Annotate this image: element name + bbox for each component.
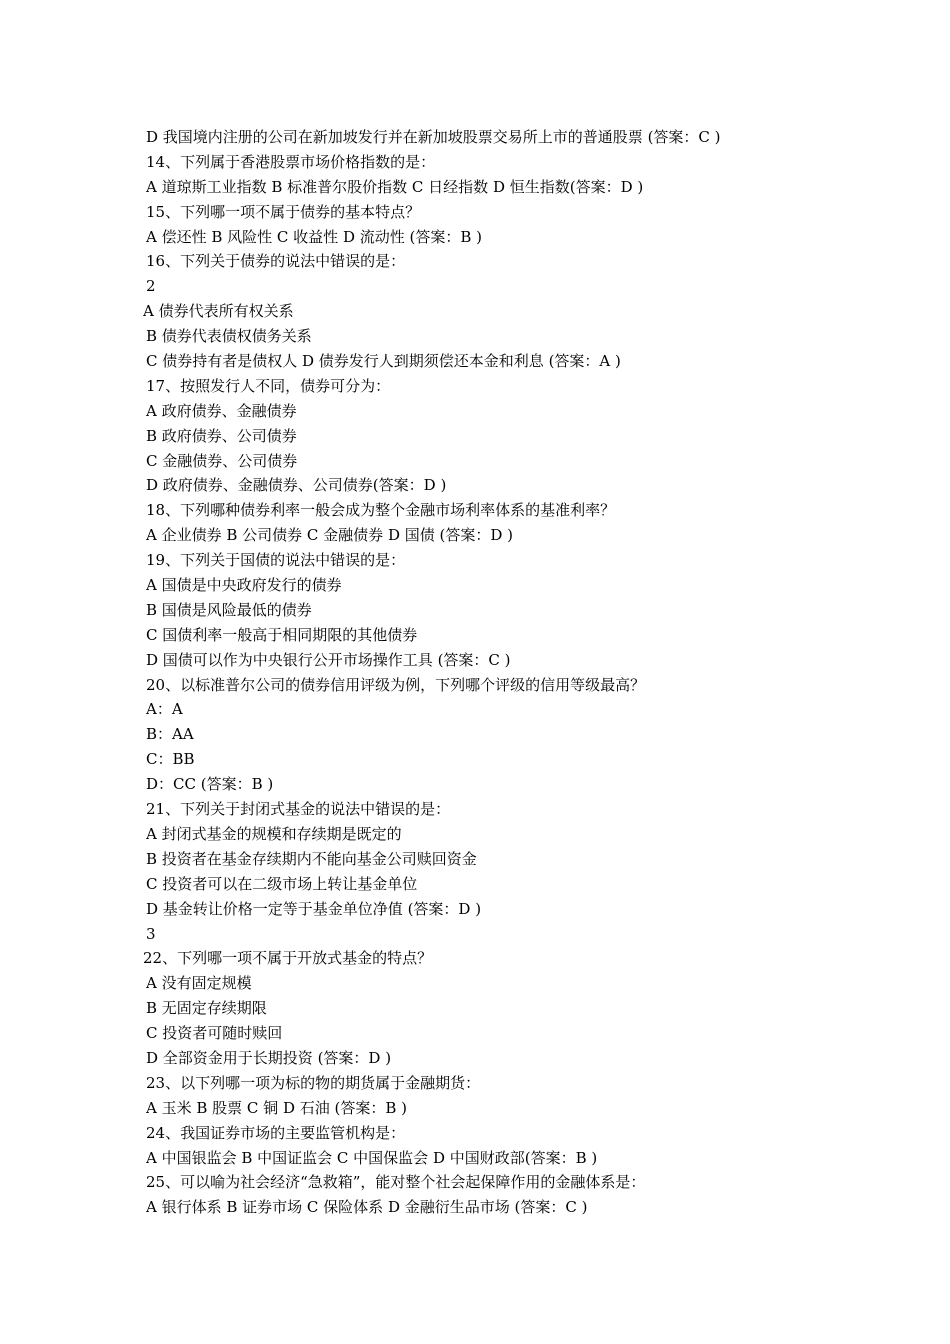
question-line: 20、以标准普尔公司的债券信用评级为例，下列哪个评级的信用等级最高？ (146, 675, 646, 694)
text-line: A 封闭式基金的规模和存续期是既定的 (146, 824, 402, 843)
text-line: D 基金转让价格一定等于基金单位净值 (答案：D ) (146, 899, 482, 918)
text-line: A 政府债券、金融债券 (146, 401, 297, 420)
text-line: C 债券持有者是债权人 D 债券发行人到期须偿还本金和利息 (答案：A ) (146, 352, 621, 371)
page-number: 3 (146, 924, 156, 943)
question-line: 16、下列关于债券的说法中错误的是： (146, 252, 406, 271)
question-line: 21、下列关于封闭式基金的说法中错误的是： (146, 800, 451, 819)
text-line: A 债券代表所有权关系 (143, 302, 294, 321)
text-line: D 我国境内注册的公司在新加坡发行并在新加坡股票交易所上市的普通股票 (答案：C ) (146, 128, 721, 146)
text-line: A 银行体系 B 证券市场 C 保险体系 D 金融衍生品市场 (答案：C ) (146, 1198, 588, 1217)
question-line: 18、下列哪种债券利率一般会成为整个金融市场利率体系的基准利率？ (146, 501, 616, 520)
text-line: B 政府债券、公司债券 (146, 426, 297, 445)
question-line: 23、以下列哪一项为标的物的期货属于金融期货： (146, 1073, 481, 1092)
text-line: B 国债是风险最低的债券 (146, 600, 312, 619)
text-line: C：BB (146, 750, 195, 769)
text-line: A 玉米 B 股票 C 铜 D 石油 (答案：B ) (146, 1098, 407, 1117)
text-line: A 没有固定规模 (146, 974, 252, 993)
text-line: A 中国银监会 B 中国证监会 C 中国保监会 D 中国财政部(答案：B ) (146, 1148, 598, 1167)
text-line: D 政府债券、金融债券、公司债券(答案：D ) (146, 476, 447, 495)
question-line: 17、按照发行人不同，债券可分为： (146, 376, 391, 395)
text-line: B：AA (146, 725, 194, 744)
text-line: D 全部资金用于长期投资 (答案：D ) (146, 1048, 392, 1067)
text-line: A 国债是中央政府发行的债券 (146, 576, 342, 595)
text-line: C 国债利率一般高于相同期限的其他债券 (146, 625, 418, 644)
question-line: 19、下列关于国债的说法中错误的是： (146, 551, 406, 570)
text-line: B 无固定存续期限 (146, 999, 267, 1018)
text-line: D 国债可以作为中央银行公开市场操作工具 (答案：C ) (146, 650, 511, 669)
text-line: A 道琼斯工业指数 B 标准普尔股价指数 C 日经指数 D 恒生指数(答案：D ) (146, 177, 644, 196)
text-line: B 债券代表债权债务关系 (146, 327, 312, 346)
text-line: C 金融债券、公司债券 (146, 451, 298, 470)
question-line: 15、下列哪一项不属于债券的基本特点？ (146, 202, 421, 221)
text-line: C 投资者可随时赎回 (146, 1024, 283, 1043)
question-line: 22、下列哪一项不属于开放式基金的特点？ (143, 949, 433, 968)
text-line: D：CC (答案：B ) (146, 775, 274, 794)
text-line: A：A (146, 700, 183, 719)
text-line: C 投资者可以在二级市场上转让基金单位 (146, 874, 418, 893)
text-line: A 偿还性 B 风险性 C 收益性 D 流动性 (答案：B ) (146, 227, 483, 246)
text-line: B 投资者在基金存续期内不能向基金公司赎回资金 (146, 849, 477, 868)
document-body (143, 125, 906, 1220)
question-line: 14、下列属于香港股票市场价格指数的是： (146, 152, 436, 171)
page-number: 2 (146, 277, 156, 296)
question-line: 25、可以喻为社会经济“急救箱”，能对整个社会起保障作用的金融体系是： (146, 1173, 646, 1192)
text-line: A 企业债券 B 公司债券 C 金融债券 D 国债 (答案：D ) (146, 526, 514, 545)
question-line: 24、我国证券市场的主要监管机构是： (146, 1123, 406, 1142)
